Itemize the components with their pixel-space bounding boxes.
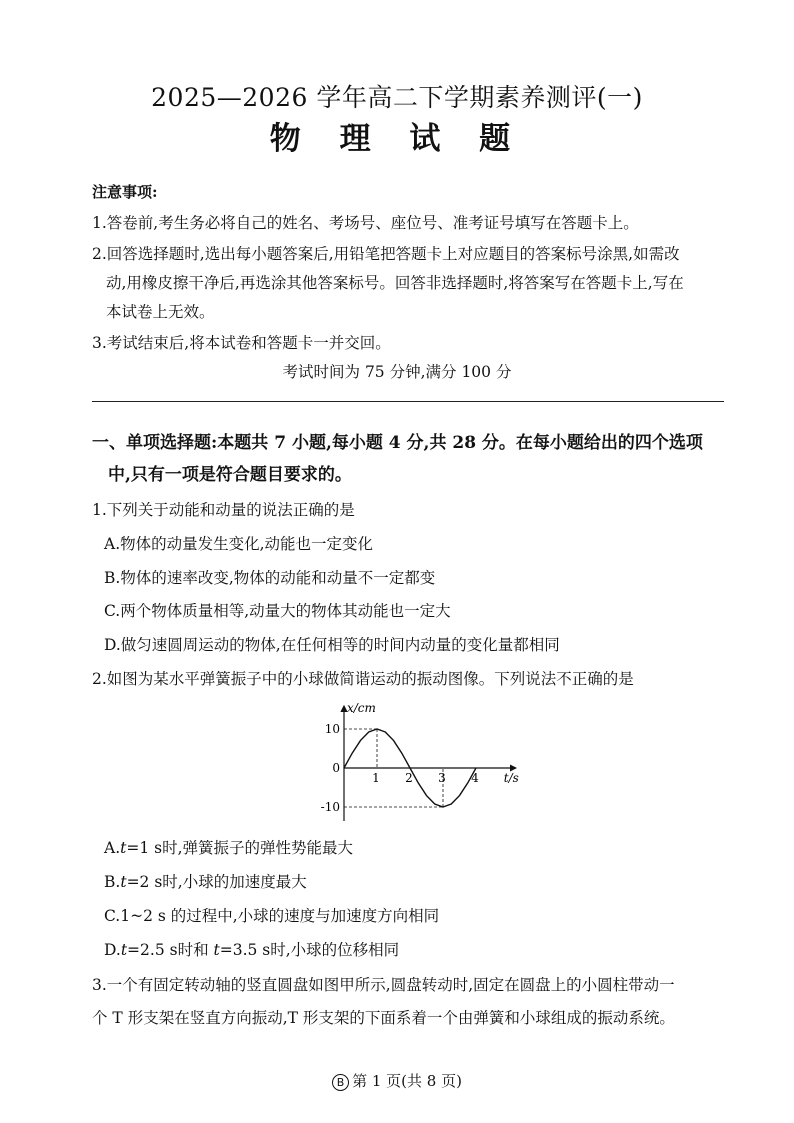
- page-number: 第 1 页(共 8 页): [352, 1072, 462, 1090]
- question-1-stem: 1.下列关于动能和动量的说法正确的是: [92, 501, 355, 519]
- y-tick-label: 10: [324, 722, 340, 736]
- question-1-option-a: A.物体的动量发生变化,动能也一定变化: [104, 535, 374, 553]
- graph-axes: [344, 706, 516, 821]
- x-tick-label: 4: [471, 771, 479, 785]
- question-1-option-b: B.物体的速率改变,物体的动能和动量不一定都变: [104, 569, 436, 587]
- divider: [92, 401, 724, 402]
- question-1-option-c: C.两个物体质量相等,动量大的物体其动能也一定大: [104, 602, 451, 620]
- notice-item-2-line-3: 本试卷上无效。: [106, 303, 215, 321]
- notice-item-2-line-1: 2.回答选择题时,选出每小题答案后,用铅笔把答题卡上对应题目的答案标号涂黑,如需改: [92, 245, 680, 263]
- notice-heading: 注意事项:: [92, 183, 158, 201]
- x-axis-label: t/s: [503, 771, 519, 785]
- option-a-variable: t: [120, 839, 127, 857]
- question-3-line-1: 3.一个有固定转动轴的竖直圆盘如图甲所示,圆盘转动时,固定在圆盘上的小圆柱带动一: [92, 976, 675, 994]
- option-b-variable: t: [120, 873, 127, 891]
- question-3-line-2: 个 T 形支架在竖直方向振动,T 形支架的下面系着一个由弹簧和小球组成的振动系统。: [92, 1009, 675, 1027]
- notice-item-2-line-2: 动,用橡皮擦干净后,再选涂其他答案标号。回答非选择题时,将答案写在答题卡上,写在: [106, 274, 684, 292]
- section-title-line-1: 一、单项选择题:本题共 7 小题,每小题 4 分,共 28 分。在每小题给出的四个选项: [92, 433, 703, 453]
- option-a-prefix: A.: [104, 839, 121, 857]
- version-badge: B: [332, 1074, 349, 1091]
- question-2-option-d: [104, 938, 399, 960]
- option-d-prefix: D.: [104, 941, 121, 959]
- x-tick-label: 3: [438, 771, 446, 785]
- option-b-text: =2 s时,小球的加速度最大: [126, 873, 307, 891]
- subject-title: 物 理 试 题: [269, 121, 525, 157]
- y-tick-label: -10: [320, 800, 340, 814]
- notice-item-3: 3.考试结束后,将本试卷和答题卡一并交回。: [92, 334, 391, 352]
- option-d-variable-1: t: [120, 941, 128, 959]
- exam-time: 考试时间为 75 分钟,满分 100 分: [282, 363, 512, 381]
- x-tick-label: 1: [372, 771, 380, 785]
- option-d-mid: =2.5 s时和: [127, 941, 214, 959]
- notice-item-1: 1.答卷前,考生务必将自己的姓名、考场号、座位号、准考证号填写在答题卡上。: [92, 214, 639, 232]
- option-b-prefix: B.: [104, 873, 121, 891]
- question-2-option-b: [104, 870, 307, 892]
- option-d-text: =3.5 s时,小球的位移相同: [219, 941, 400, 959]
- y-tick-label: 0: [332, 761, 340, 775]
- vibration-graph: [312, 698, 522, 822]
- exam-title: 2025—2026 学年高二下学期素养测评(一): [151, 83, 643, 112]
- page-footer: [0, 1070, 794, 1091]
- section-title-line-2: 中,只有一项是符合题目要求的。: [108, 465, 352, 485]
- question-2-option-c: C.1~2 s 的过程中,小球的速度与加速度方向相同: [104, 907, 440, 925]
- option-a-text: =1 s时,弹簧振子的弹性势能最大: [126, 839, 354, 857]
- option-d-variable-2: t: [213, 941, 220, 959]
- question-1-option-d: D.做匀速圆周运动的物体,在任何相等的时间内动量的变化量都相同: [104, 636, 560, 654]
- question-2-option-a: [104, 836, 353, 858]
- x-tick-label: 2: [405, 771, 413, 785]
- y-axis-label: x/cm: [347, 701, 376, 715]
- question-2-stem: 2.如图为某水平弹簧振子中的小球做简谐运动的振动图像。下列说法不正确的是: [92, 670, 634, 688]
